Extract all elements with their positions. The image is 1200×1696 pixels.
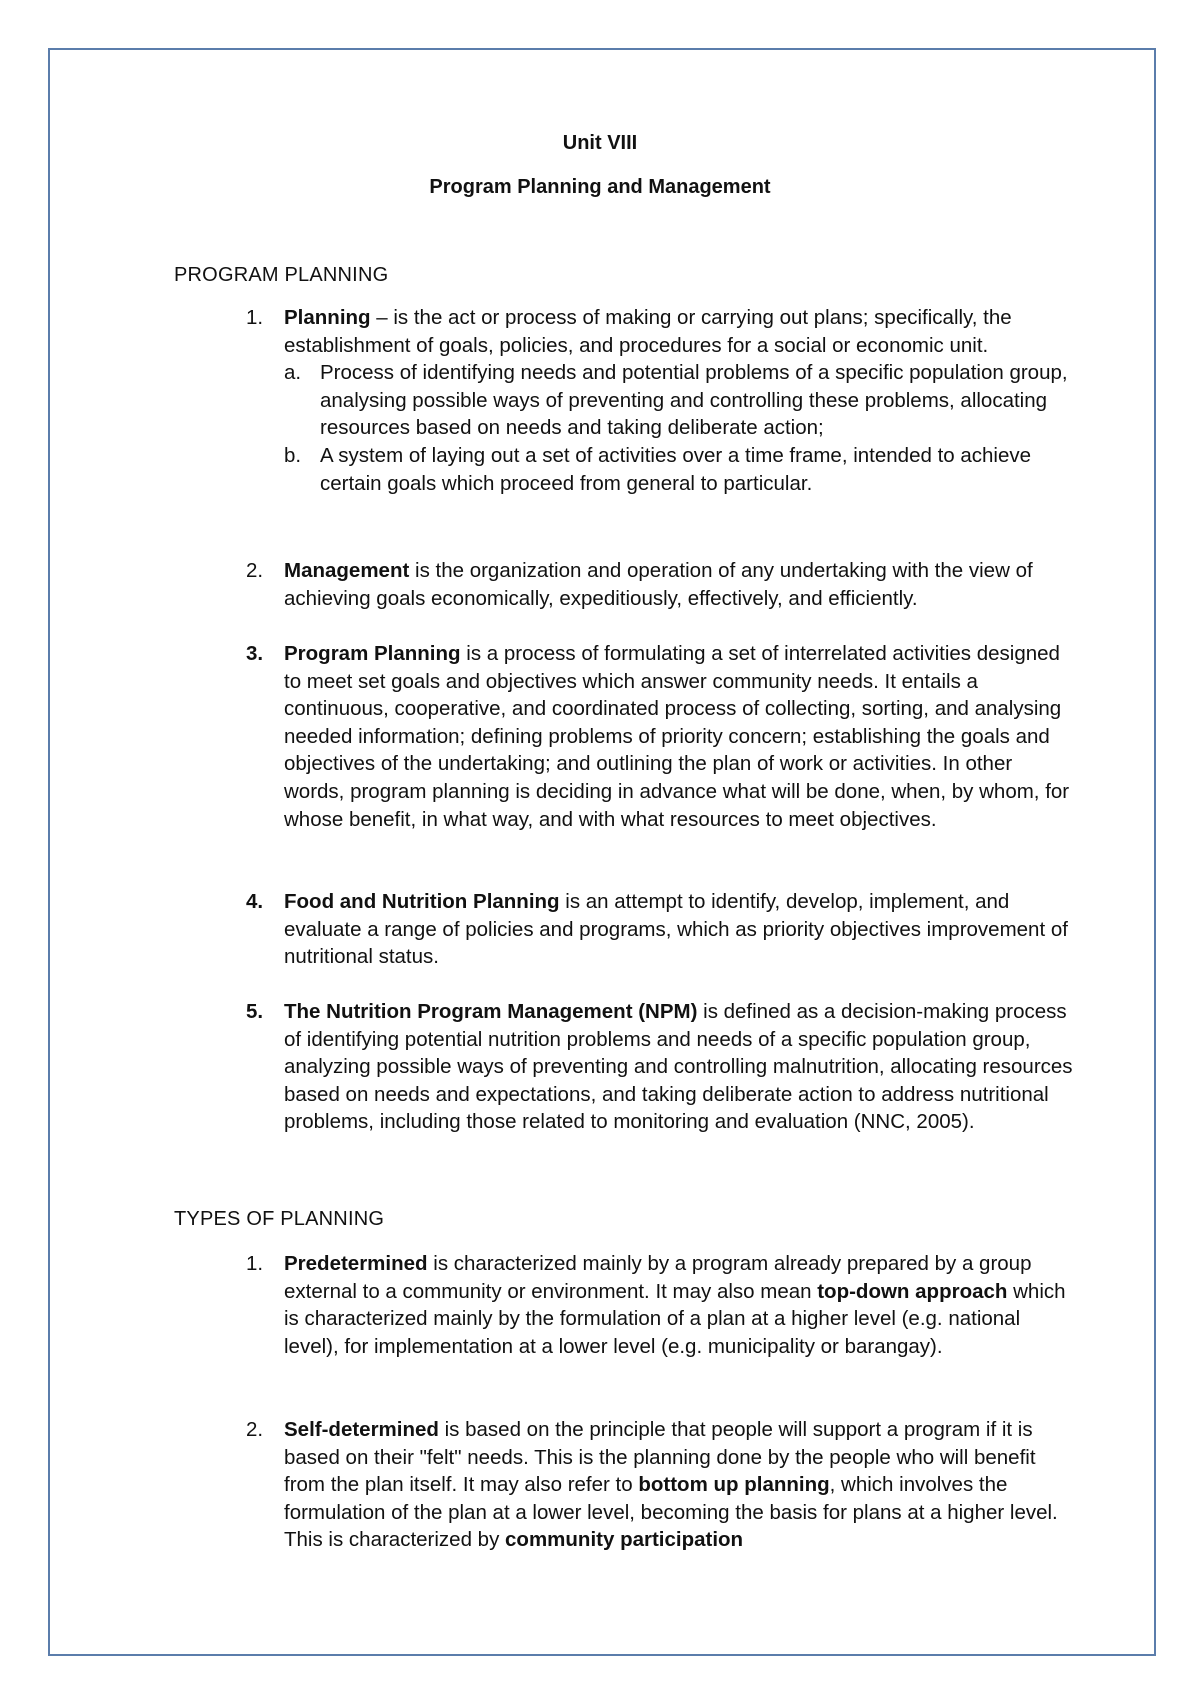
item-term: Planning	[284, 306, 371, 329]
item-body	[284, 1416, 1078, 1554]
item-text: , which involves the formulation of the plan at a lower level, becoming the basis for plans at a higher level. This is characterized by	[284, 1473, 1058, 1552]
item-number: 2.	[246, 559, 264, 582]
item-body	[284, 640, 1078, 833]
list-item-management	[246, 557, 1078, 612]
document-subtitle: Program Planning and Management	[429, 176, 771, 198]
unit-title: Unit VIII	[562, 132, 638, 154]
item-term: Predetermined	[284, 1252, 428, 1275]
item-number: 5.	[246, 1000, 264, 1023]
item-body	[284, 1250, 1078, 1360]
item-text: is an attempt to identify, develop, implement, and evaluate a range of policies and programs, which as priority objectives improvement of nutritional status.	[284, 890, 1068, 969]
list-item-food-nutrition-planning	[246, 888, 1078, 971]
item-term: Self-determined	[284, 1418, 439, 1441]
list-item-npm	[246, 998, 1078, 1136]
item-emphasis: top-down approach	[817, 1279, 1008, 1303]
section-heading-types-of-planning: TYPES OF PLANNING	[174, 1208, 385, 1230]
item-term: The Nutrition Program Management (NPM)	[284, 1000, 698, 1023]
item-number: 4.	[246, 890, 264, 913]
item-number: 3.	[246, 642, 264, 665]
list-item-planning	[246, 304, 1078, 497]
sub-item-b	[284, 442, 1078, 497]
item-text: is defined as a decision-making process of identifying potential nutrition problems and needs of a specific population group, analyzing possible ways of preventing and controlling malnutrition, allocating resources based on needs and expectations, and taking deliberate action to address nutritional problems, including those related to monitoring and evaluation (NNC, 2005).	[284, 1000, 1073, 1134]
item-body	[284, 557, 1078, 612]
item-term: Food and Nutrition Planning	[284, 890, 560, 913]
sub-item-text: A system of laying out a set of activities over a time frame, intended to achieve certain goals which proceed from general to particular.	[320, 443, 1032, 495]
section-heading-program-planning: PROGRAM PLANNING	[174, 264, 389, 286]
sub-item-label: b.	[284, 443, 302, 467]
item-text: is the organization and operation of any undertaking with the view of achieving goals economically, expeditiously, effectively, and efficiently.	[284, 559, 1033, 610]
list-item-program-planning	[246, 640, 1078, 833]
item-body	[284, 888, 1078, 971]
item-emphasis: bottom up planning	[638, 1473, 830, 1497]
item-text: is a process of formulating a set of interrelated activities designed to meet set goals and objectives which answer community needs. It entails a continuous, cooperative, and coordinated process of collecting, sorting, and analysing needed information; defining problems of priority concern; establishing the goals and objectives of the undertaking; and outlining the plan of work or activities. In other words, program planning is deciding in advance what will be done, when, by whom, for whose benefit, in what way, and with what resources to meet objectives.	[284, 642, 1070, 831]
list-item-self-determined	[246, 1416, 1078, 1554]
item-number: 2.	[246, 1418, 264, 1441]
item-text: is based on the principle that people will support a program if it is based on their "felt" needs. This is the planning done by the people who will benefit from the plan itself. It may also refer to	[284, 1418, 1036, 1497]
item-body	[284, 998, 1078, 1136]
item-text: is characterized mainly by a program already prepared by a group external to a community or environment. It may also mean	[284, 1252, 1032, 1303]
item-text: which is characterized mainly by the formulation of a plan at a higher level (e.g. national level), for implementation at a lower level (e.g. municipality or barangay).	[284, 1279, 1066, 1358]
sub-item-label: a.	[284, 361, 302, 385]
item-term: Management	[284, 559, 410, 582]
sub-item-a	[284, 359, 1078, 442]
item-body	[284, 304, 1078, 359]
item-text: – is the act or process of making or carrying out plans; specifically, the establishment of goals, policies, and procedures for a social or economic unit.	[284, 306, 1012, 357]
item-emphasis: community participation	[505, 1528, 744, 1552]
item-number: 1.	[246, 306, 264, 329]
item-number: 1.	[246, 1252, 264, 1275]
list-item-predetermined	[246, 1250, 1078, 1360]
sub-item-text: Process of identifying needs and potential problems of a specific population group, analysing possible ways of preventing and controlling these problems, allocating resources based on needs and taking deliberate action;	[320, 361, 1068, 440]
item-term: Program Planning	[284, 642, 461, 665]
